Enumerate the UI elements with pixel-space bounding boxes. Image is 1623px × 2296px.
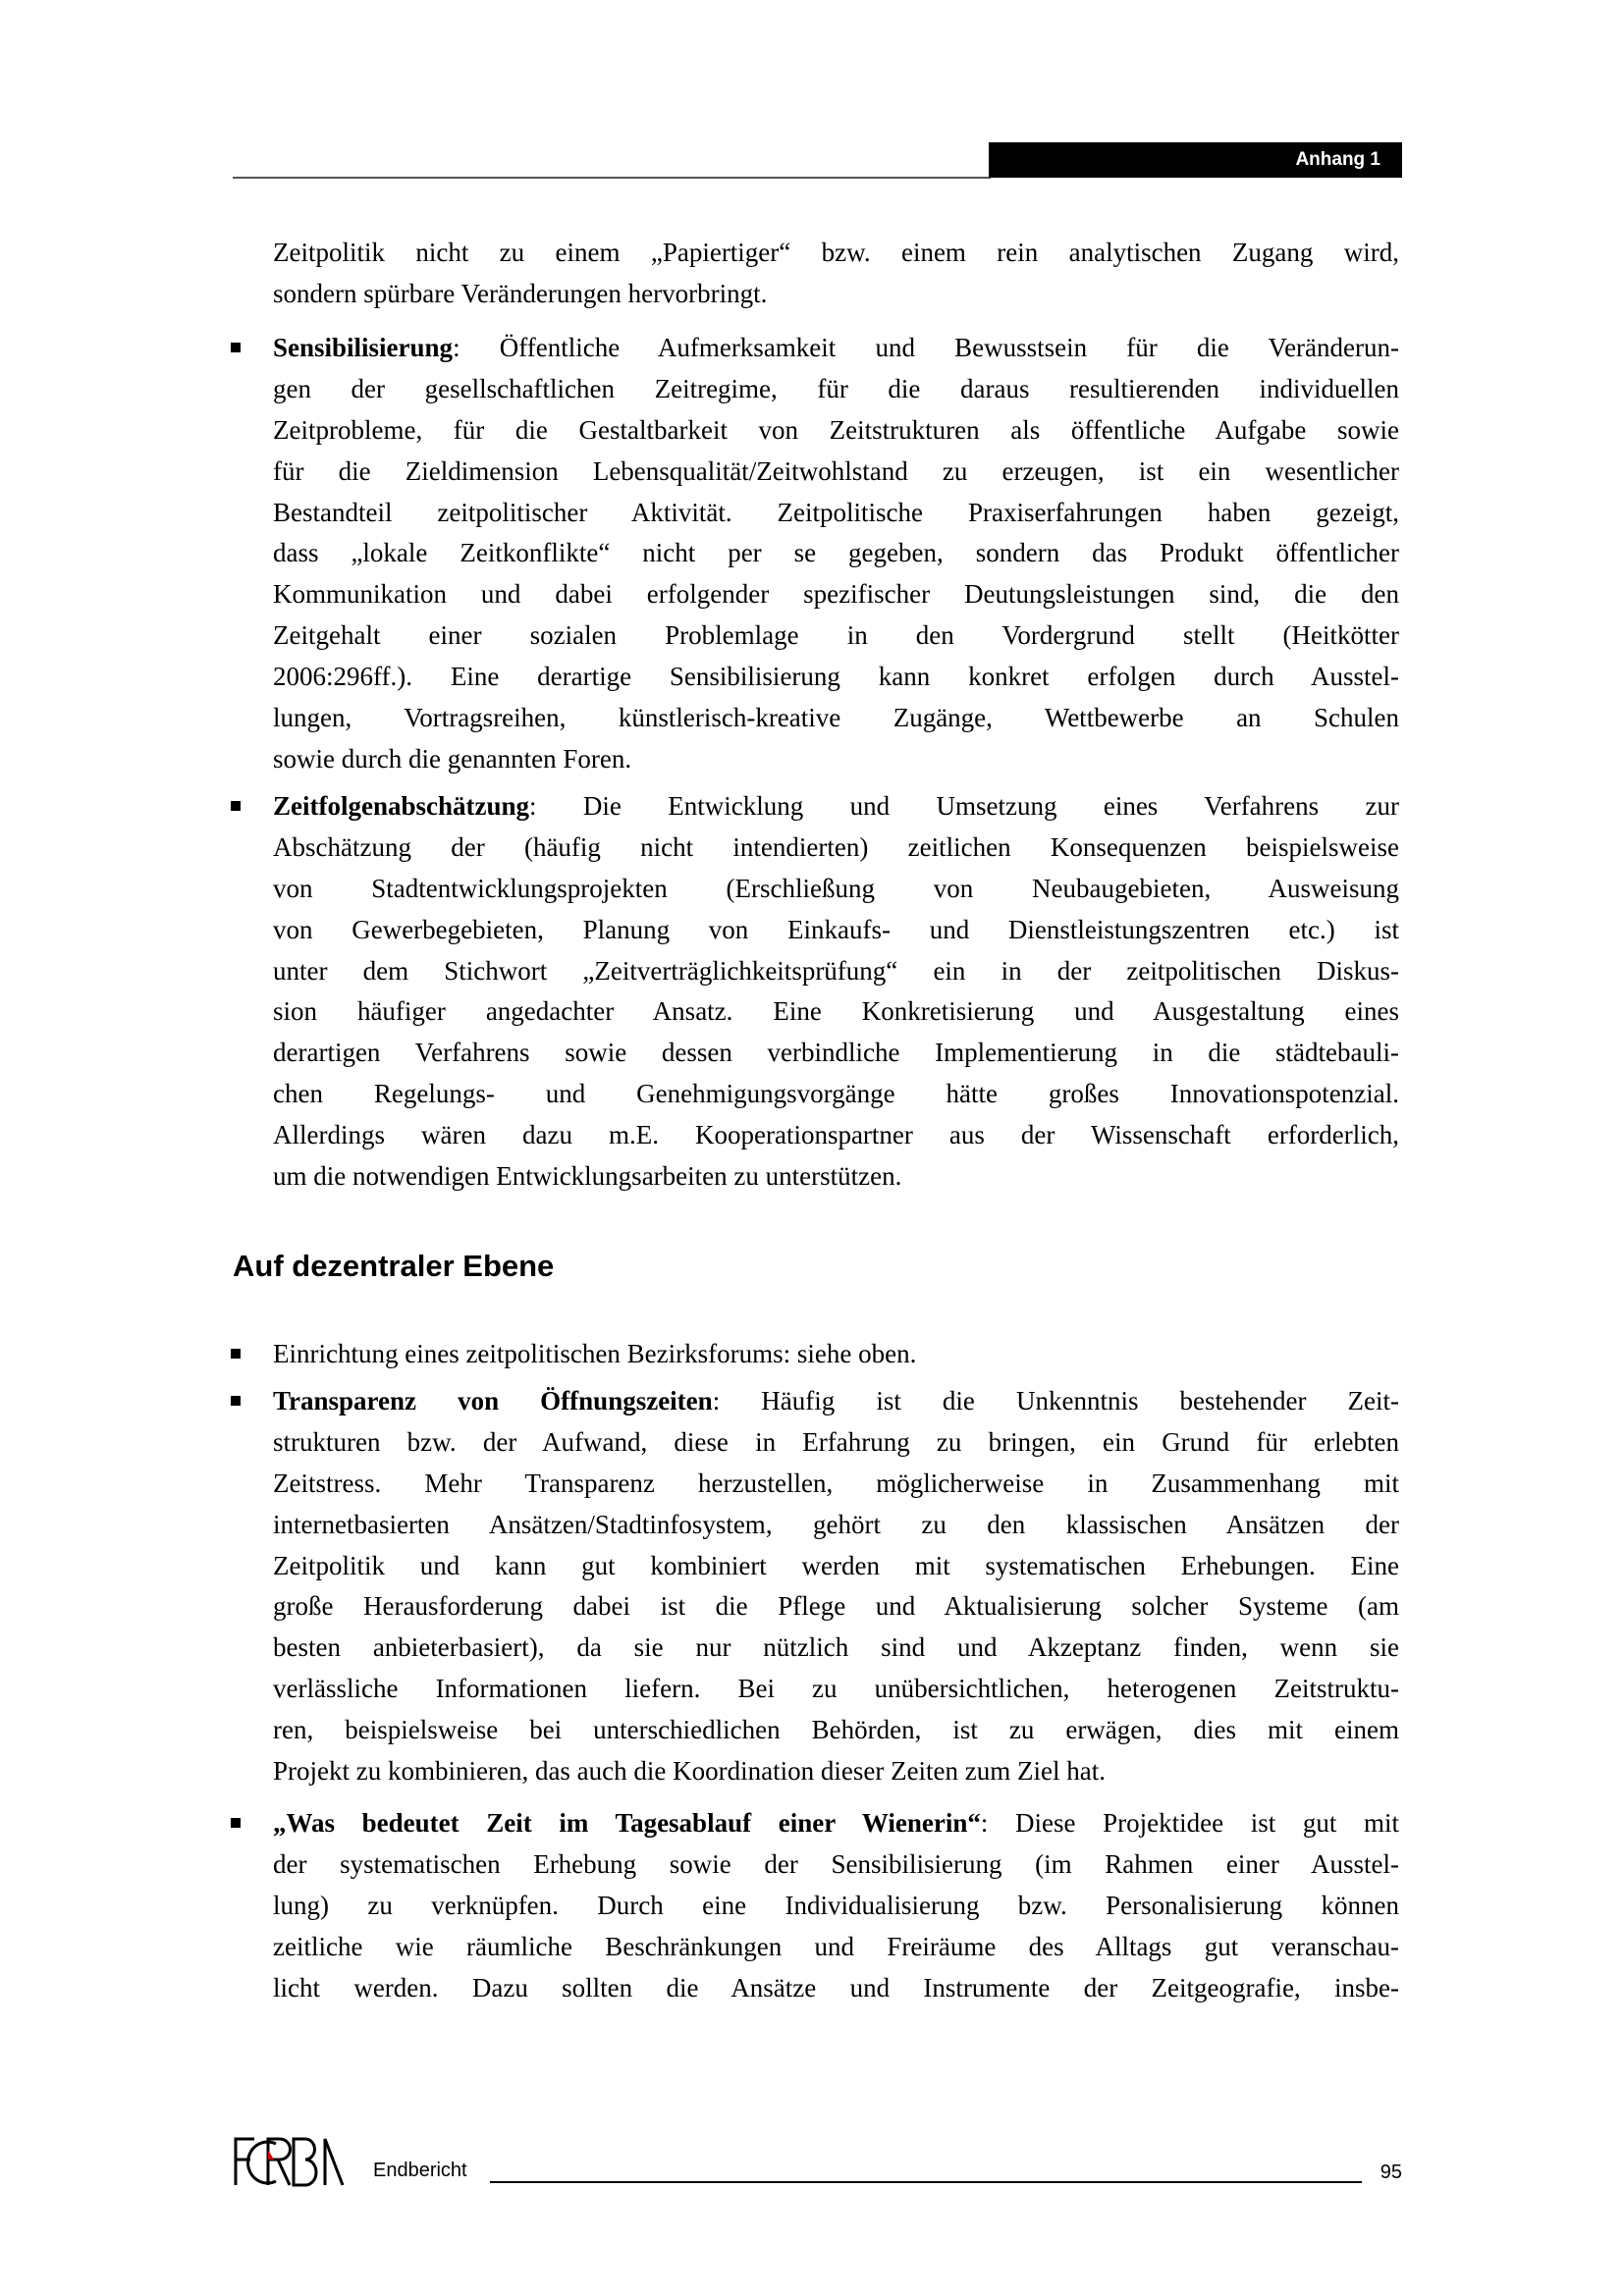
section-heading: Auf dezentraler Ebene — [233, 1249, 555, 1283]
line-text: chen Regelungs- und Genehmigungsvorgänge hätte großes Innovationspotenzial. — [273, 1079, 1399, 1109]
line-text: lung) zu verknüpfen. Durch eine Individualisierung bzw. Personalisierung können — [273, 1890, 1399, 1920]
text-line — [273, 1422, 1399, 1464]
text-line — [273, 739, 1399, 780]
text-line — [273, 1927, 1399, 1968]
line-text: dass „lokale Zeitkonflikte“ nicht per se gegeben, sondern das Produkt öffentlicher — [273, 538, 1399, 568]
text-line — [273, 493, 1399, 534]
bullet-term: Transparenz von Öffnungszeiten — [273, 1386, 713, 1415]
line-text: Abschätzung der (häufig nicht intendierten) zeitlichen Konsequenzen beispielsweise — [273, 831, 1399, 862]
forba-logo — [233, 2136, 365, 2187]
line-text: Kommunikation und dabei erfolgender spezifischer Deutungsleistungen sind, die den — [273, 579, 1399, 610]
text-line — [273, 328, 1399, 369]
text-line — [273, 869, 1399, 910]
text-line — [273, 369, 1399, 410]
bullet-tagesablauf — [273, 1803, 1399, 2008]
text-line — [273, 1586, 1399, 1628]
line-text: sion häufiger angedachter Ansatz. Eine Konkretisierung und Ausgestaltung eines — [273, 996, 1399, 1027]
text-line — [273, 1505, 1399, 1546]
text-line — [273, 574, 1399, 615]
line-text: Projekt zu kombinieren, das auch die Koordination dieser Zeiten zum Ziel hat. — [273, 1756, 1106, 1787]
bullet-sensibilisierung — [273, 328, 1399, 780]
text-line — [273, 274, 1399, 315]
bullet-zeitfolgenabschaetzung — [273, 786, 1399, 1198]
line-text: Zeitpolitik und kann gut kombiniert werden mit systematischen Erhebungen. Eine — [273, 1550, 1399, 1580]
text-line — [273, 1074, 1399, 1115]
text-line — [273, 1968, 1399, 2009]
text-line — [273, 786, 1399, 828]
text-line — [273, 951, 1399, 992]
page-footer — [233, 2128, 1402, 2187]
bullet-bezirksforum — [273, 1334, 1399, 1375]
line-text: Zeitgehalt einer sozialen Problemlage in den Vordergrund stellt (Heitkötter — [273, 620, 1399, 651]
text-line — [273, 533, 1399, 574]
line-text: der systematischen Erhebung sowie der Sensibilisierung (im Rahmen einer Ausstel- — [273, 1848, 1399, 1879]
header-rule — [233, 177, 991, 179]
text-line — [273, 698, 1399, 739]
line-text: strukturen bzw. der Aufwand, diese in Erfahrung zu bringen, ein Grund für erlebten — [273, 1426, 1399, 1457]
line-text: sowie durch die genannten Foren. — [273, 743, 632, 774]
bullet-term: „Was bedeutet Zeit im Tagesablauf einer Wienerin“ — [273, 1808, 981, 1838]
text-line — [273, 1886, 1399, 1927]
bullet-marker-icon — [231, 1818, 241, 1828]
text-line — [273, 1334, 1399, 1375]
text-line — [273, 1464, 1399, 1505]
bullet-term: Sensibilisierung — [273, 333, 454, 362]
line-text: Einrichtung eines zeitpolitischen Bezirksforums: siehe oben. — [273, 1339, 917, 1368]
line-text: : Häufig ist die Unkenntnis bestehender Zeit- — [712, 1386, 1400, 1415]
line-text: : Diese Projektidee ist gut mit — [980, 1808, 1399, 1838]
line-text: sondern spürbare Veränderungen hervorbringt. — [273, 278, 768, 308]
line-text: Zeitstress. Mehr Transparenz herzustellen, möglicherweise in Zusammenhang mit — [273, 1468, 1399, 1498]
line-text: Zeitpolitik nicht zu einem „Papiertiger“ bzw. einem rein analytischen Zugang wird, — [273, 238, 1399, 267]
line-text: von Gewerbegebieten, Planung von Einkaufs- und Dienstleistungszentren etc.) ist — [273, 914, 1399, 944]
line-text: für die Zieldimension Lebensqualität/Zeitwohlstand zu erzeugen, ist ein wesentlicher — [273, 455, 1399, 486]
bullet-transparenz — [273, 1381, 1399, 1792]
page-number: 95 — [1380, 2162, 1402, 2183]
bullet-marker-icon — [231, 1349, 241, 1359]
text-line — [273, 1751, 1399, 1792]
text-line — [273, 1115, 1399, 1156]
footer-rule — [490, 2181, 1362, 2183]
text-line — [273, 410, 1399, 452]
line-text: derartigen Verfahrens sowie dessen verbindliche Implementierung in die städtebauli- — [273, 1038, 1399, 1068]
text-line — [273, 1546, 1399, 1587]
text-line — [273, 1710, 1399, 1751]
line-text: zeitliche wie räumliche Beschränkungen und Freiräume des Alltags gut veranschau- — [273, 1931, 1399, 1961]
text-line — [273, 991, 1399, 1033]
text-line — [273, 1156, 1399, 1198]
text-line — [273, 910, 1399, 951]
text-line — [273, 615, 1399, 657]
line-text: lungen, Vortragsreihen, künstlerisch-kreative Zugänge, Wettbewerbe an Schulen — [273, 703, 1399, 733]
intro-paragraph — [273, 233, 1399, 315]
line-text: : Die Entwicklung und Umsetzung eines Verfahrens zur — [529, 791, 1399, 821]
bullet-marker-icon — [231, 343, 241, 352]
text-line — [273, 1033, 1399, 1074]
line-text: verlässliche Informationen liefern. Bei zu unübersichtlichen, heterogenen Zeitstruktu- — [273, 1674, 1399, 1704]
line-text: um die notwendigen Entwicklungsarbeiten zu unterstützen. — [273, 1161, 902, 1192]
text-line — [273, 828, 1399, 869]
text-line — [273, 1669, 1399, 1710]
bullet-marker-icon — [231, 1396, 241, 1406]
bullet-term: Zeitfolgenabschätzung — [273, 791, 530, 821]
line-text: Zeitprobleme, für die Gestaltbarkeit von Zeitstrukturen als öffentliche Aufgabe sowie — [273, 414, 1399, 445]
text-line — [273, 452, 1399, 493]
section-label: Anhang 1 — [989, 142, 1402, 178]
line-text: licht werden. Dazu sollten die Ansätze und Instrumente der Zeitgeografie, insbe- — [273, 1972, 1399, 2002]
line-text: von Stadtentwicklungsprojekten (Erschließung von Neubaugebieten, Ausweisung — [273, 873, 1399, 903]
line-text: internetbasierten Ansätzen/Stadtinfosystem, gehört zu den klassischen Ansätzen der — [273, 1509, 1399, 1539]
text-line — [273, 1381, 1399, 1422]
line-text: große Herausforderung dabei ist die Pflege und Aktualisierung solcher Systeme (am — [273, 1591, 1399, 1622]
text-line — [273, 1803, 1399, 1844]
text-line — [273, 1628, 1399, 1669]
line-text: besten anbieterbasiert), da sie nur nützlich sind und Akzeptanz finden, wenn sie — [273, 1632, 1399, 1663]
line-text: 2006:296ff.). Eine derartige Sensibilisierung kann konkret erfolgen durch Ausstel- — [273, 662, 1399, 692]
text-line — [273, 1844, 1399, 1886]
text-line — [273, 657, 1399, 698]
text-line — [273, 233, 1399, 274]
line-text: Bestandteil zeitpolitischer Aktivität. Zeitpolitische Praxiserfahrungen haben gezeigt, — [273, 497, 1399, 527]
line-text: ren, beispielsweise bei unterschiedlichen Behörden, ist zu erwägen, dies mit einem — [273, 1715, 1399, 1745]
line-text: : Öffentliche Aufmerksamkeit und Bewusstsein für die Veränderun- — [453, 333, 1399, 362]
bullet-marker-icon — [231, 801, 241, 811]
line-text: unter dem Stichwort „Zeitverträglichkeitsprüfung“ ein in der zeitpolitischen Diskus- — [273, 955, 1399, 986]
footer-label: Endbericht — [373, 2160, 467, 2181]
line-text: gen der gesellschaftlichen Zeitregime, für die daraus resultierenden individuellen — [273, 373, 1399, 403]
line-text: Allerdings wären dazu m.E. Kooperationspartner aus der Wissenschaft erforderlich, — [273, 1120, 1399, 1150]
